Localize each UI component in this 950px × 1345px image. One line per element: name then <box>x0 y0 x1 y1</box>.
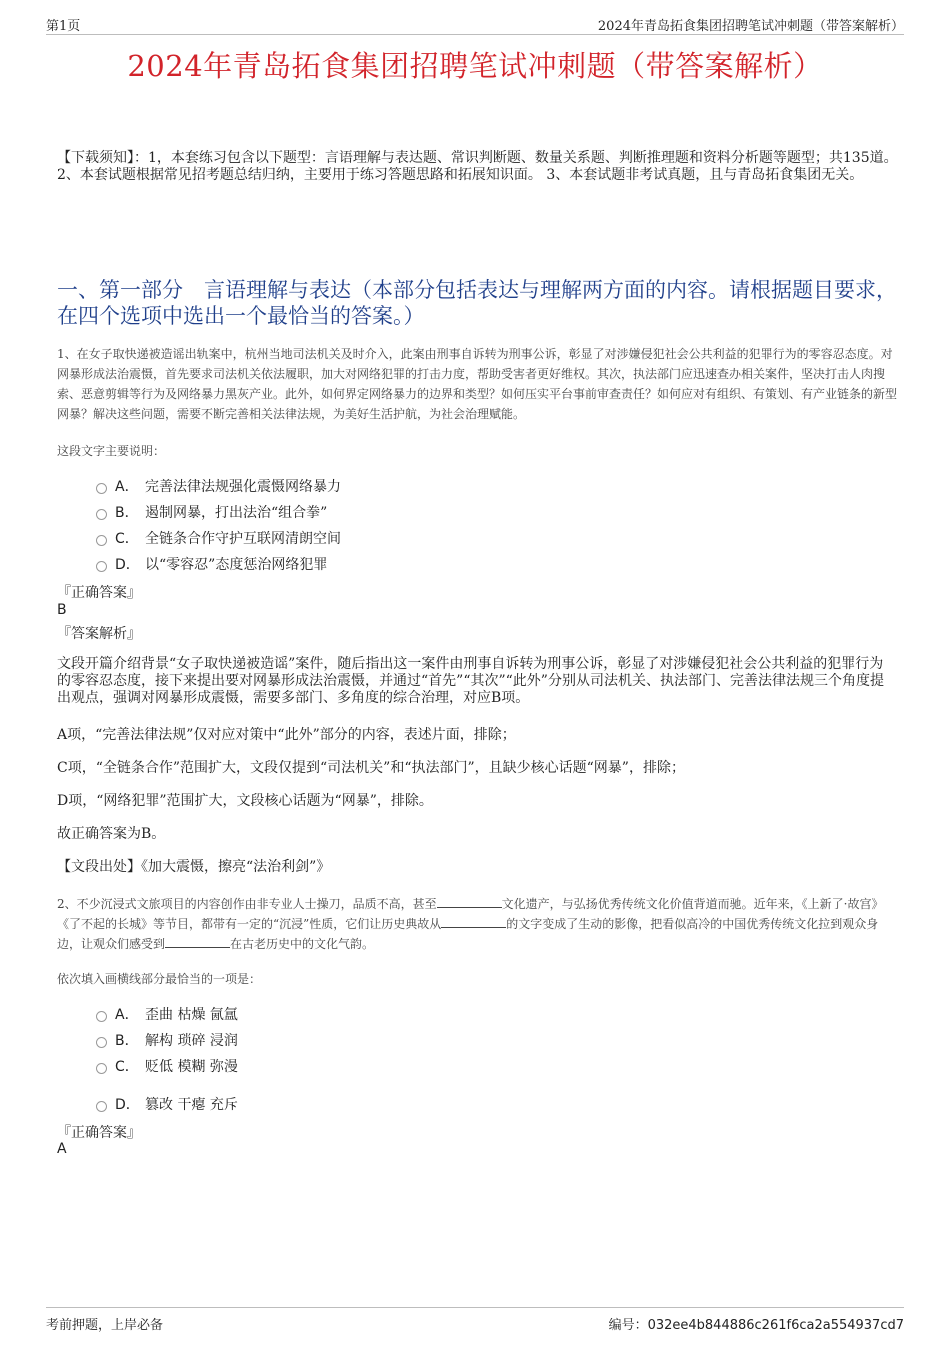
fill-blank-1[interactable] <box>437 896 502 908</box>
question-1-option-c[interactable] <box>96 528 341 548</box>
option-text: 遏制网暴，打出法治“组合拳” <box>145 505 328 521</box>
page-footer <box>46 1307 904 1333</box>
question-1-analysis-a: A项，“完善法律法规”仅对应对策中“此外”部分的内容，表述片面，排除； <box>57 727 516 743</box>
question-1-answer-label: 『正确答案』 <box>57 585 141 601</box>
radio-icon[interactable] <box>96 1011 107 1022</box>
question-1-answer: B <box>57 602 67 618</box>
radio-icon[interactable] <box>96 535 107 546</box>
option-letter: B． <box>115 1033 139 1049</box>
question-1-analysis-paragraph: 文段开篇介绍背景“女子取快递被造谣”案件，随后指出这一案件由刑事自诉转为刑事公诉，彰显了对涉嫌侵犯社会公共利益的犯罪行为的零容忍态度，接下来提出要对网暴形成法治震慑，并通过“首先”“其次”“此外”分别从司法机关、执法部门、完善法律法规三个角度提出观点，强调对网暴形成震慑，需要多部门、多角度的综合治理，对应B项。 <box>57 656 884 706</box>
question-1-analysis-d: D项，“网络犯罪”范围扩大，文段核心话题为“网暴”，排除。 <box>57 793 433 809</box>
option-letter: C． <box>115 1059 139 1075</box>
option-text: 完善法律法规强化震慑网络暴力 <box>145 479 341 495</box>
option-letter: C． <box>115 531 139 547</box>
option-text: 篡改 干瘪 充斥 <box>145 1097 238 1113</box>
option-letter: A． <box>115 479 139 495</box>
option-text: 贬低 模糊 弥漫 <box>145 1059 238 1075</box>
question-2-answer-label: 『正确答案』 <box>57 1125 141 1141</box>
question-2-option-b[interactable] <box>96 1030 238 1050</box>
radio-icon[interactable] <box>96 1101 107 1112</box>
question-2-option-a[interactable] <box>96 1004 238 1024</box>
radio-icon[interactable] <box>96 561 107 572</box>
option-text: 解构 琐碎 浸润 <box>145 1033 238 1049</box>
option-text: 以“零容忍”态度惩治网络犯罪 <box>145 557 328 573</box>
download-notice: 【下载须知】：1，本套练习包含以下题型：言语理解与表达题、常识判断题、数量关系题、判断推理题和资料分析题等题型；共135道。 2、本套试题根据常见招考题总结归纳，主要用于练习答题思路和拓展知识面。 3、本套试题非考试真题，且与青岛拓食集团无关。 <box>57 150 898 183</box>
option-text: 歪曲 枯燥 氤氲 <box>145 1007 238 1023</box>
header-doc-title: 2024年青岛拓食集团招聘笔试冲刺题（带答案解析） <box>597 19 904 34</box>
section-heading: 一、第一部分 言语理解与表达（本部分包括表达与理解两方面的内容。请根据题目要求，在四个选项中选出一个最恰当的答案。） <box>57 278 897 328</box>
page-number: 第1页 <box>46 19 81 34</box>
question-2-prompt: 依次填入画横线部分最恰当的一项是： <box>57 972 262 986</box>
radio-icon[interactable] <box>96 483 107 494</box>
option-letter: B． <box>115 505 139 521</box>
question-1-analysis-c: C项，“全链条合作”范围扩大，文段仅提到“司法机关”和“执法部门”，且缺少核心话题“网暴”，排除； <box>57 760 685 776</box>
option-letter: A． <box>115 1007 139 1023</box>
question-2-answer: A <box>57 1141 67 1157</box>
footer-slogan: 考前押题，上岸必备 <box>46 1318 164 1333</box>
question-1-conclusion: 故正确答案为B。 <box>57 826 166 842</box>
option-letter: D． <box>115 1097 140 1113</box>
question-1-option-d[interactable] <box>96 554 327 574</box>
question-1-option-a[interactable] <box>96 476 341 496</box>
question-1-text: 1、在女子取快递被造谣出轨案中，杭州当地司法机关及时介入，此案由刑事自诉转为刑事公诉，彰显了对涉嫌侵犯社会公共利益的犯罪行为的零容忍态度。对网暴形成法治震慑，首先要求司法机关依法履职，加大对网络犯罪的打击力度，帮助受害者更好维权。其次，执法部门应迅速查办相关案件，坚决打击人肉搜索、恶意剪辑等行为及网络暴力黑灰产业。此外，如何界定网络暴力的边界和类型？如何压实平台事前审查责任？如何应对有组织、有策划、有产业链条的新型网暴？解决这些问题，需要不断完善相关法律法规，为美好生活护航，为社会治理赋能。 <box>57 347 898 421</box>
question-2-option-d[interactable] <box>96 1094 238 1114</box>
question-2-option-c[interactable] <box>96 1056 238 1076</box>
question-1-analysis-label: 『答案解析』 <box>57 626 141 642</box>
fill-blank-3[interactable] <box>165 936 230 948</box>
option-letter: D． <box>115 557 140 573</box>
radio-icon[interactable] <box>96 1063 107 1074</box>
question-2-text: 2、不少沉浸式文旅项目的内容创作由非专业人士操刀，品质不高，甚至 文化遗产，与弘扬优秀传统文化价值背道而驰。近年来，《上新了·故宫》《了不起的长城》等节目，都带有一定的“沉浸”性质，它们让历史典故从 的文字变成了生动的影像，把看似高冷的中国优秀传统文化拉到观众身边，让观众们感受到 在古老历史中的文化气韵。 <box>57 897 884 951</box>
question-1-option-b[interactable] <box>96 502 327 522</box>
question-1-source: 【文段出处】《加大震慑，擦亮“法治利剑”》 <box>57 859 331 875</box>
page-header <box>46 14 904 35</box>
document-title: 2024年青岛拓食集团招聘笔试冲刺题（带答案解析） <box>127 49 823 83</box>
option-text: 全链条合作守护互联网清朗空间 <box>145 531 341 547</box>
radio-icon[interactable] <box>96 509 107 520</box>
footer-code: 编号：032ee4b844886c261f6ca2a554937cd7 <box>608 1318 904 1333</box>
fill-blank-2[interactable] <box>441 916 506 928</box>
radio-icon[interactable] <box>96 1037 107 1048</box>
question-1-prompt: 这段文字主要说明： <box>57 444 166 458</box>
